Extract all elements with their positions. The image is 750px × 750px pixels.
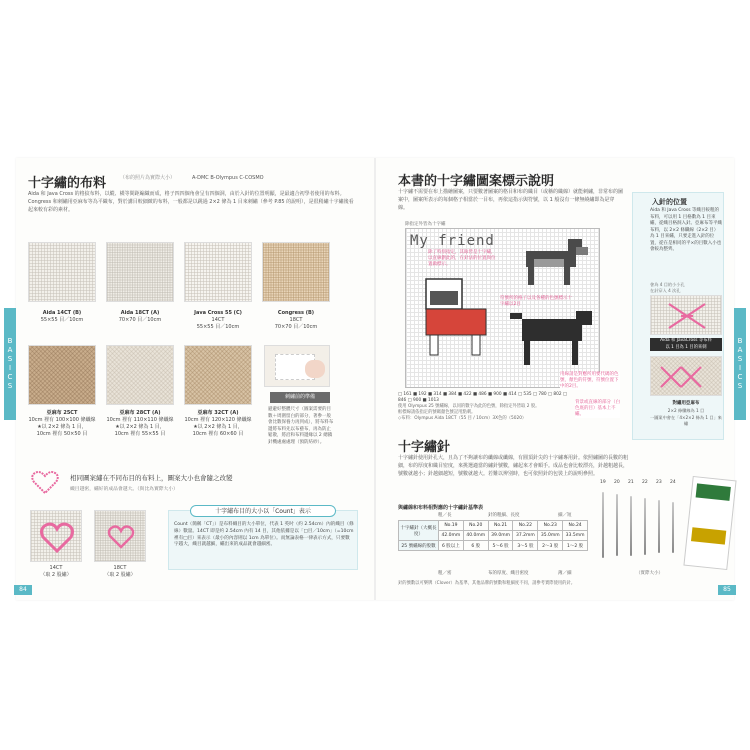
package-label	[691, 527, 726, 544]
swatch-caption: 亞麻布 28CT (A) 10cm 裡有 110×110 條纖線 ★以 2×2 條為 1 目， 10cm 裡有 55×55 目	[106, 410, 174, 437]
legend-note: ◇布料：Olympus Aida 18CT（55 目 / 10cm）3X色的（5020）	[398, 416, 527, 421]
entry-label: 會為 4 目的小小孔	[650, 282, 685, 287]
legend-note: 框標線請依指定的號碼顏色號記用點刺。	[398, 410, 476, 415]
heart-caption: 14CT （取 2 股繡）	[40, 565, 72, 578]
dog-bulldog	[426, 279, 486, 355]
needle-22	[644, 498, 646, 555]
heart-sample-18ct	[94, 510, 146, 562]
right-page-title: 本書的十字繡圖案標示說明	[398, 174, 555, 189]
needle-title: 十字繡針	[398, 440, 451, 455]
left-intro: Aida 和 Java Cross 的格紋布料，以縱、橫等間距編織而成，格子四四個角會呈有四個洞，由於入針的位置明顯，是最適合初學者使用的布料。Congress 和刺繡用亞麻布等為平織布，對於講目較細緻的布料，一般都是以跳過 2×2 條為 1 目來刺繡（參考 P.85 的說明），是很稍繡十字繡後看起來較有彩的素材。	[28, 191, 354, 213]
count-text: Count（簡稱「CT」）是布料織目的大小單位，代表 1 英吋（約 2.54cm）內的織目（條線）數量。14CT 即是約 2.54cm 內有 14 目，其他依據是以「□目／10cm」（=10cm 裡有□目）來表示（最小的內容則以 1cm 為單位）。而無論表格一律表示方式，只要數字越大，織目就越細，繡出來的成品就會越細密。	[174, 522, 354, 548]
left-page-title: 十字繡的布料	[28, 176, 107, 191]
entry-position-text: Aida 和 Java Cross 等織目較粗的布料，可以用 1 目格數為 1 目來繡，從織目格洞入針。亞麻布等平織布料，以 2×2 條纖線（2×2 目）為 1 目來繡，只要走進入針的位置，從在是相同的平×的目數入小也會較為整齊。	[650, 208, 722, 252]
basics-tab-right: B A S I C S	[734, 308, 746, 420]
page-number-right: 85	[718, 585, 736, 595]
needle-23	[658, 500, 660, 553]
chart-note-1: 除了特別指定，其餘皆是十字繡，以直線劃此的，在針法的位置與位置做標示。	[428, 250, 496, 267]
thread-legend: □ 161 ■ 192 ■ 314 ■ 384 ■ 422 ■ 486 ■ 900 ■ 414 □ 535 □ 780 □ 802 □ 846 □ 900 ■ 1013	[398, 392, 567, 403]
swatch-aida-14ct	[28, 242, 96, 302]
needle-20	[616, 494, 618, 556]
swatch-caption: 亞麻布 32CT (A) 10cm 裡有 120×120 條纖線 ★以 2×2 條為 1 目， 10cm 裡有 60×60 目	[184, 410, 252, 437]
entry-label: 在針穿入 4 次孔	[650, 288, 681, 293]
linen-caption: 對繡用亞麻布	[672, 401, 700, 406]
swatch-java-cross	[184, 242, 252, 302]
needle-19	[602, 492, 604, 558]
compare-subtitle: 織目越密，繡好的成品會越大。（與比為實際大小）	[70, 487, 178, 492]
hand	[305, 360, 325, 378]
chart-note-4: 背景或直線的部分（白色底的目）基本上不繡。	[575, 400, 620, 417]
legend-note: 使用 Olympus 25 號繡線，以同的數字為此的色號，除指定外皆取 2 股。	[398, 404, 540, 409]
heart-sample-14ct	[30, 510, 82, 562]
chart-caption: 除指定外皆為十字繡	[405, 222, 446, 227]
needle-text: 十字繡針使用針孔大，且為了不夠讓布的纖線或纖線，有圓頂針尖的十字繡專用針。依照繡圖的長數的粗細，布的厚度和織目密度，來挑選適當的繡針號數，繡起來才會順手。成品也會比較漂亮，針越粗越長，號數就越小；針越細越短，號數就越大。若難以辨別時，也可依照針的包裝上的說明參照。	[398, 455, 629, 477]
swatch-congress	[262, 242, 330, 302]
swatch-aida-18ct	[106, 242, 174, 302]
needle-21	[630, 496, 632, 556]
dog-silhouette	[510, 311, 592, 365]
needle-package	[683, 476, 736, 570]
title-note: （布的照片為實際大小）	[120, 175, 176, 181]
compare-title: 相同圖案繡在不同布目的布料上，圖案大小也會隨之改變	[70, 474, 233, 482]
swatch-caption: Java Cross 55 (C) 14CT 55×55 目／10cm	[194, 310, 242, 330]
count-title: 十字繡布目的大小以「Count」表示	[190, 505, 336, 517]
linen-caption: 一圖案中會在「4×2×2 條為 1 目」來繡	[650, 415, 722, 426]
right-intro: 十字繡不需要在布上描繪圖案，只要數著圖案的格目和布的織目（或稱的織線）就能刺繡，非常布的圖案中，圖案所表示的每個格子相當於一目布，再依這指示與符號，以 1 般沒有一條無繞繡即為是穿線。	[398, 189, 624, 211]
needle-table: 十字繡針（大概長度） No.19 No.20 No.21 No.22 No.23 No.24 42.0mm 40.0mm 39.0mm 37.2mm 35.0mm 33.5mm 25 號繡線的股數 6 股以上 6 股 5～6 股 3～5 股 2～3 股 1～2 股	[398, 520, 588, 551]
package-label	[696, 483, 731, 500]
swatch-caption: 亞麻布 25CT 10cm 裡有 100×100 條纖線 ★以 2×2 條為 1 目， 10cm 裡有 50×50 目	[28, 410, 96, 437]
chart-text: My friend	[410, 233, 495, 249]
entry-position-title: 入針的位置	[652, 198, 687, 206]
swatch-caption: Aida 18CT (A) 70×70 目／10cm	[118, 310, 162, 323]
gutter	[374, 158, 376, 600]
table-note: 針的號數以可樂牌（Clover）為基準，其他品牌的號數和粗細度不同，請參考實際使用的針。	[398, 581, 576, 586]
needle-numbers: 19 20 21 22 23 24	[600, 480, 676, 485]
aida-entry-photo	[650, 295, 722, 335]
needle-caption: （實際大小）	[636, 571, 663, 576]
linen-entry-photo	[650, 356, 722, 396]
prep-photo	[264, 345, 330, 387]
dog-schnauzer	[526, 239, 588, 285]
aida-caption: Aida 和 JavaCross 等布料 以 1 目為 1 目的來刺	[650, 338, 722, 351]
chart-note-2: 符號所的格子以及各種的色號標示十字繡以2目	[500, 296, 572, 307]
swatch-linen-32ct	[184, 345, 252, 405]
chart-note-3: 用線請是對應所用要代碼的色號，顏色的符號，符號位置下中的2目。	[560, 372, 619, 389]
heart-icon	[30, 468, 60, 496]
table-top-scale: 粗／長 針的粗細、長度 細／短	[438, 513, 572, 518]
swatch-caption: Aida 14CT (B) 55×55 目／10cm	[40, 310, 84, 323]
brand-legend: A-DMC B-Olympus C-COSMO	[192, 175, 264, 181]
table-title: 與繡線和布料相對應的十字繡針基準表	[398, 505, 484, 511]
swatch-linen-25ct	[28, 345, 96, 405]
swatch-linen-28ct	[106, 345, 174, 405]
heart-caption: 18CT （取 2 股繡）	[104, 565, 136, 578]
prep-label: 刺繡前的準備	[270, 392, 330, 403]
linen-caption: 2×2 條纖線為 1 目	[667, 408, 705, 413]
swatch-caption: Congress (B) 18CT 70×70 目／10cm	[274, 310, 318, 330]
basics-tab-left: B A S I C S	[4, 308, 16, 420]
prep-text: 避避好整體尺寸（圖案需要的目數＋周圍留白的部分，著參一般會比數保養力再到成），將布料布邊將布料先以布藝布，再為防止鬆散，將沿和布料邊緣以 2 總鎖針機處處處理（預防紡紗）。	[268, 407, 334, 445]
needle-24	[672, 502, 674, 553]
table-bottom-scale: 粗／密 布的厚度、織目密度 薄／細	[438, 571, 572, 576]
page-number-left: 84	[14, 585, 32, 595]
